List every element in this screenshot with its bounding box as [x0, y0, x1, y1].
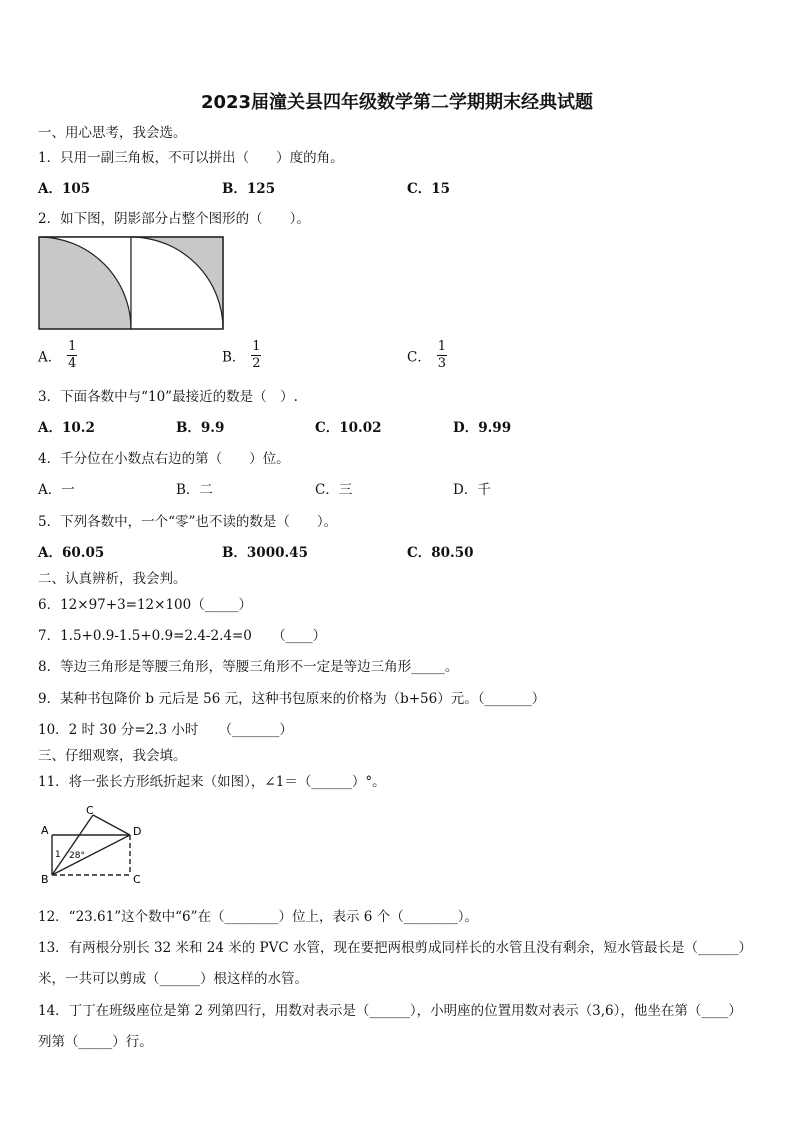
- q11-label-d: D: [133, 825, 142, 838]
- question-1: 1．只用一副三角板，不可以拼出（ ）度的角。: [38, 150, 344, 166]
- q4-option-b: B．二: [176, 482, 213, 498]
- q1-option-c: C．15: [407, 181, 451, 197]
- q2-option-a: [38, 339, 77, 372]
- q2-a-numerator: 1: [68, 339, 77, 354]
- q3-option-b: B．9.9: [176, 420, 225, 436]
- q11-label-c-top: C: [86, 804, 94, 817]
- q11-angle-28-label: 28°: [69, 851, 85, 861]
- section-2-heading: 二、认真辨析，我会判。: [38, 571, 187, 587]
- q5-option-a: A．60.05: [38, 545, 105, 561]
- q2-a-denominator: 4: [68, 356, 77, 371]
- q2-shaded-figure: [38, 236, 226, 330]
- question-4: 4．千分位在小数点右边的第（ ）位。: [38, 451, 290, 467]
- question-11: 11．将一张长方形纸折起来（如图），∠1＝（______）°。: [38, 774, 386, 790]
- q5-option-b: B．3000.45: [222, 545, 308, 561]
- q2-c-denominator: 3: [437, 356, 446, 371]
- q3-option-d: D．9.99: [453, 420, 512, 436]
- q2-c-numerator: 1: [437, 339, 446, 354]
- q4-option-a: A．一: [38, 482, 75, 498]
- question-6: 6．12×97+3=12×100（_____）: [38, 597, 252, 613]
- q11-label-c-bottom: C: [133, 873, 141, 886]
- question-12: 12．“23.61”这个数中“6”在（________）位上，表示 6 个（________）。: [38, 909, 478, 925]
- question-14-line-1: 14．丁丁在班级座位是第 2 列第四行，用数对表示是（______），小明座的位置用数对表示（3,6），他坐在第（____）: [38, 1003, 742, 1019]
- q2-option-b: [222, 339, 261, 372]
- q11-label-a: A: [41, 824, 49, 837]
- question-13-line-2: 米，一共可以剪成（______）根这样的水管。: [38, 971, 308, 987]
- q2-option-b-label: B．: [222, 349, 246, 366]
- q2-option-c-label: C．: [407, 349, 431, 366]
- q4-option-c: C．三: [315, 482, 353, 498]
- question-5: 5．下列各数中，一个“零”也不读的数是（ ）。: [38, 514, 338, 530]
- q1-option-b: B．125: [222, 181, 276, 197]
- q5-option-c: C．80.50: [407, 545, 474, 561]
- q2-option-c: [407, 339, 447, 372]
- question-8: 8．等边三角形是等腰三角形，等腰三角形不一定是等边三角形_____。: [38, 659, 459, 675]
- q2-option-c-fraction: [437, 339, 447, 372]
- question-2: 2．如下图，阴影部分占整个图形的（ ）。: [38, 211, 310, 227]
- q4-option-d: D．千: [453, 482, 491, 498]
- q2-option-a-label: A．: [38, 349, 62, 366]
- question-14-line-2: 列第（_____）行。: [38, 1034, 153, 1050]
- q11-angle-one-label: 1: [55, 850, 61, 860]
- section-1-heading: 一、用心思考，我会选。: [38, 125, 187, 141]
- section-3-heading: 三、仔细观察，我会填。: [38, 748, 187, 764]
- q2-option-b-fraction: [251, 339, 261, 372]
- question-3: 3．下面各数中与“10”最接近的数是（ ）.: [38, 389, 298, 405]
- q2-b-numerator: 1: [252, 339, 261, 354]
- question-9: 9．某种书包降价 b 元后是 56 元，这种书包原来的价格为（b+56）元。（_______）: [38, 691, 546, 707]
- q2-b-denominator: 2: [252, 356, 261, 371]
- q3-option-a: A．10.2: [38, 420, 95, 436]
- question-7: 7．1.5+0.9-1.5+0.9=2.4-2.4=0 （____）: [38, 628, 327, 644]
- page-title: 2023届潼关县四年级数学第二学期期末经典试题: [200, 92, 594, 113]
- question-10: 10．2 时 30 分=2.3 小时 （_______）: [38, 722, 293, 738]
- q11-label-b: B: [41, 873, 49, 886]
- q3-option-c: C．10.02: [315, 420, 382, 436]
- q1-option-a: A．105: [38, 181, 91, 197]
- question-13-line-1: 13．有两根分别长 32 米和 24 米的 PVC 水管，现在要把两根剪成同样长的水管且没有剩余，短水管最长是（______）: [38, 940, 752, 956]
- q2-option-a-fraction: [67, 339, 77, 372]
- q11-folded-rectangle-figure: [36, 802, 152, 886]
